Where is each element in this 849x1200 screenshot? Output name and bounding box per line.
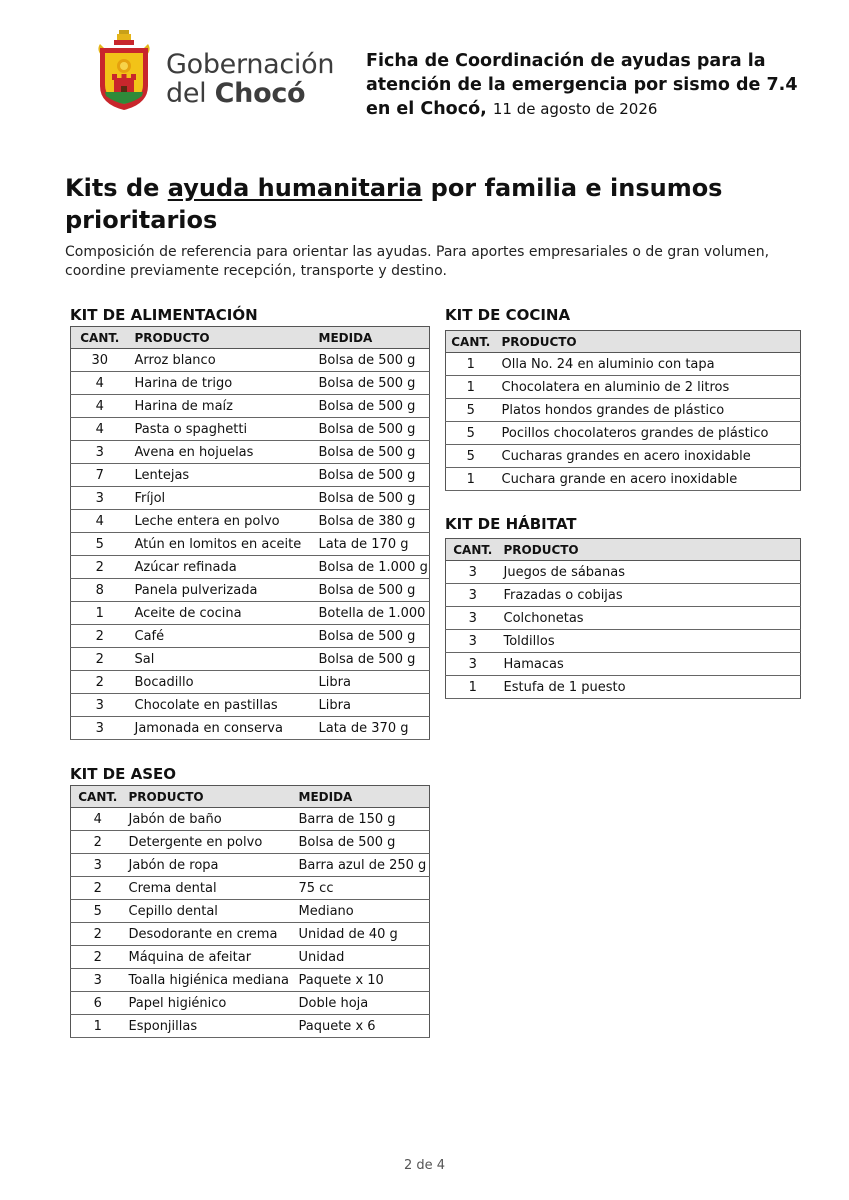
cell-medida: Paquete x 6 [295, 1015, 430, 1038]
col-cant-header: CANT. [446, 539, 500, 561]
cell-medida: Bolsa de 500 g [313, 579, 430, 602]
cell-medida: Lata de 170 g [313, 533, 430, 556]
kit-title: KIT DE COCINA [445, 306, 571, 324]
cell-producto: Cuchara grande en acero inoxidable [496, 468, 801, 491]
table-row [71, 900, 430, 923]
cell-cant: 2 [71, 923, 125, 946]
cell-medida: Botella de 1.000 [313, 602, 430, 625]
cell-producto: Azúcar refinada [129, 556, 313, 579]
cell-medida: Barra de 150 g [295, 808, 430, 831]
cell-medida: Bolsa de 380 g [313, 510, 430, 533]
cell-cant: 1 [446, 376, 496, 399]
cell-producto: Juegos de sábanas [500, 561, 801, 584]
cell-cant: 3 [446, 653, 500, 676]
kit-table-body [446, 561, 801, 699]
cell-medida: Bolsa de 500 g [313, 464, 430, 487]
cell-producto: Jamonada en conserva [129, 717, 313, 740]
table-header-row [446, 539, 801, 561]
table-row [71, 579, 430, 602]
cell-medida: Paquete x 10 [295, 969, 430, 992]
cell-cant: 2 [71, 648, 129, 671]
cell-cant: 3 [446, 561, 500, 584]
cell-medida: 75 cc [295, 877, 430, 900]
cell-medida: Libra [313, 694, 430, 717]
cell-cant: 2 [71, 877, 125, 900]
cell-cant: 3 [446, 607, 500, 630]
cell-producto: Platos hondos grandes de plástico [496, 399, 801, 422]
table-row [71, 992, 430, 1015]
table-row [71, 648, 430, 671]
cell-cant: 3 [71, 487, 129, 510]
table-row [71, 510, 430, 533]
kit-table-body [71, 808, 430, 1038]
cell-cant: 2 [71, 671, 129, 694]
organization-name-prefix: del [166, 78, 215, 109]
col-producto-header: PRODUCTO [129, 327, 313, 349]
table-row [446, 445, 801, 468]
cell-producto: Papel higiénico [125, 992, 295, 1015]
cell-medida: Mediano [295, 900, 430, 923]
cell-cant: 2 [71, 831, 125, 854]
section-intro: Composición de referencia para orientar las ayudas. Para aportes empresariales o de gran volumen, coordine previamente recepción, transporte y destino. [65, 244, 770, 279]
document-title-text: Ficha de Coordinación de ayudas para la atención de la emergencia por sismo de 7.4 en el Chocó, [366, 51, 798, 119]
cell-medida: Lata de 370 g [313, 717, 430, 740]
cell-cant: 4 [71, 418, 129, 441]
cell-cant: 3 [446, 584, 500, 607]
kit-aseo [70, 764, 430, 1038]
kit-table [70, 785, 430, 1038]
cell-cant: 4 [71, 808, 125, 831]
cell-producto: Harina de trigo [129, 372, 313, 395]
cell-cant: 2 [71, 625, 129, 648]
cell-producto: Frazadas o cobijas [500, 584, 801, 607]
kit-table [445, 538, 801, 699]
cell-producto: Fríjol [129, 487, 313, 510]
cell-cant: 5 [446, 422, 496, 445]
kit-habitat [445, 514, 801, 699]
cell-cant: 8 [71, 579, 129, 602]
table-row [71, 969, 430, 992]
kit-table [445, 330, 801, 491]
table-row [71, 671, 430, 694]
kit-cocina [445, 305, 801, 491]
cell-cant: 3 [71, 441, 129, 464]
cell-producto: Jabón de ropa [125, 854, 295, 877]
table-row [71, 395, 430, 418]
cell-cant: 3 [71, 717, 129, 740]
cell-cant: 1 [446, 353, 496, 376]
cell-cant: 7 [71, 464, 129, 487]
organization-name [166, 50, 334, 108]
cell-medida: Bolsa de 500 g [313, 349, 430, 372]
kit-table-body [446, 353, 801, 491]
table-row [71, 418, 430, 441]
table-row [71, 625, 430, 648]
cell-producto: Estufa de 1 puesto [500, 676, 801, 699]
cell-producto: Chocolate en pastillas [129, 694, 313, 717]
cell-cant: 4 [71, 510, 129, 533]
table-row [446, 607, 801, 630]
cell-cant: 5 [71, 900, 125, 923]
table-row [71, 602, 430, 625]
table-row [71, 717, 430, 740]
table-row [71, 946, 430, 969]
table-row [446, 630, 801, 653]
col-producto-header: PRODUCTO [125, 786, 295, 808]
cell-cant: 3 [71, 969, 125, 992]
table-row [71, 533, 430, 556]
cell-producto: Crema dental [125, 877, 295, 900]
section-title [65, 172, 805, 236]
table-row [446, 561, 801, 584]
table-row [71, 1015, 430, 1038]
table-header-row [71, 327, 430, 349]
table-header-row [446, 331, 801, 353]
col-producto-header: PRODUCTO [496, 331, 801, 353]
cell-producto: Máquina de afeitar [125, 946, 295, 969]
cell-producto: Atún en lomitos en aceite [129, 533, 313, 556]
kit-table-body [71, 349, 430, 740]
table-row [446, 353, 801, 376]
coat-of-arms-logo [94, 30, 154, 112]
col-producto-header: PRODUCTO [500, 539, 801, 561]
table-row [71, 464, 430, 487]
cell-medida: Unidad [295, 946, 430, 969]
cell-cant: 3 [71, 854, 125, 877]
cell-medida: Bolsa de 500 g [313, 487, 430, 510]
cell-cant: 6 [71, 992, 125, 1015]
cell-cant: 5 [446, 399, 496, 422]
organization-name-line2 [166, 79, 334, 108]
table-row [446, 468, 801, 491]
table-header-row [71, 786, 430, 808]
cell-producto: Cepillo dental [125, 900, 295, 923]
cell-producto: Hamacas [500, 653, 801, 676]
cell-producto: Jabón de baño [125, 808, 295, 831]
cell-cant: 4 [71, 395, 129, 418]
cell-cant: 2 [71, 946, 125, 969]
cell-cant: 1 [446, 468, 496, 491]
cell-medida: Doble hoja [295, 992, 430, 1015]
cell-medida: Bolsa de 500 g [313, 395, 430, 418]
table-row [71, 923, 430, 946]
col-cant-header: CANT. [71, 786, 125, 808]
col-medida-header: MEDIDA [295, 786, 430, 808]
cell-producto: Chocolatera en aluminio de 2 litros [496, 376, 801, 399]
table-row [71, 694, 430, 717]
cell-producto: Toalla higiénica mediana [125, 969, 295, 992]
cell-producto: Pocillos chocolateros grandes de plástico [496, 422, 801, 445]
document-date: 11 de agosto de 2026 [492, 100, 658, 118]
organization-name-line1: Gobernación [166, 49, 335, 80]
cell-medida: Bolsa de 500 g [313, 372, 430, 395]
kit-title: KIT DE HÁBITAT [445, 515, 577, 533]
cell-cant: 2 [71, 556, 129, 579]
cell-producto: Cucharas grandes en acero inoxidable [496, 445, 801, 468]
cell-medida: Bolsa de 500 g [295, 831, 430, 854]
table-row [446, 584, 801, 607]
section-title-part2: por familia e insumos prioritarios [65, 174, 723, 234]
kit-alimentacion [70, 305, 430, 740]
cell-cant: 30 [71, 349, 129, 372]
table-row [71, 877, 430, 900]
table-row [446, 376, 801, 399]
cell-cant: 3 [71, 694, 129, 717]
table-row [71, 487, 430, 510]
cell-producto: Arroz blanco [129, 349, 313, 372]
document-title [366, 49, 806, 121]
cell-producto: Bocadillo [129, 671, 313, 694]
table-row [446, 399, 801, 422]
cell-producto: Colchonetas [500, 607, 801, 630]
cell-producto: Detergente en polvo [125, 831, 295, 854]
cell-producto: Lentejas [129, 464, 313, 487]
organization-name-emphasis: Chocó [214, 78, 306, 109]
cell-cant: 1 [71, 602, 129, 625]
cell-producto: Avena en hojuelas [129, 441, 313, 464]
table-row [71, 349, 430, 372]
cell-producto: Leche entera en polvo [129, 510, 313, 533]
cell-medida: Bolsa de 500 g [313, 418, 430, 441]
cell-medida: Bolsa de 500 g [313, 441, 430, 464]
cell-producto: Desodorante en crema [125, 923, 295, 946]
table-row [71, 808, 430, 831]
cell-medida: Bolsa de 500 g [313, 648, 430, 671]
cell-medida: Libra [313, 671, 430, 694]
cell-cant: 3 [446, 630, 500, 653]
cell-producto: Olla No. 24 en aluminio con tapa [496, 353, 801, 376]
cell-producto: Esponjillas [125, 1015, 295, 1038]
col-cant-header: CANT. [71, 327, 129, 349]
cell-cant: 4 [71, 372, 129, 395]
cell-producto: Harina de maíz [129, 395, 313, 418]
table-row [71, 831, 430, 854]
cell-cant: 1 [71, 1015, 125, 1038]
cell-medida: Unidad de 40 g [295, 923, 430, 946]
cell-producto: Café [129, 625, 313, 648]
cell-producto: Aceite de cocina [129, 602, 313, 625]
cell-medida: Barra azul de 250 g [295, 854, 430, 877]
cell-producto: Panela pulverizada [129, 579, 313, 602]
cell-producto: Toldillos [500, 630, 801, 653]
table-row [446, 653, 801, 676]
section-title-part1: Kits de [65, 174, 168, 202]
table-row [71, 556, 430, 579]
cell-medida: Bolsa de 500 g [313, 625, 430, 648]
table-row [446, 422, 801, 445]
col-medida-header: MEDIDA [313, 327, 430, 349]
page-number: 2 de 4 [403, 1158, 446, 1173]
col-cant-header: CANT. [446, 331, 496, 353]
cell-cant: 5 [446, 445, 496, 468]
kit-title: KIT DE ASEO [70, 765, 176, 783]
kit-title: KIT DE ALIMENTACIÓN [70, 306, 258, 324]
cell-producto: Pasta o spaghetti [129, 418, 313, 441]
cell-producto: Sal [129, 648, 313, 671]
cell-cant: 1 [446, 676, 500, 699]
table-row [71, 854, 430, 877]
section-title-underlined: ayuda humanitaria [167, 174, 423, 202]
table-row [71, 441, 430, 464]
table-row [71, 372, 430, 395]
cell-medida: Bolsa de 1.000 g [313, 556, 430, 579]
cell-cant: 5 [71, 533, 129, 556]
table-row [446, 676, 801, 699]
kit-table [70, 326, 430, 740]
